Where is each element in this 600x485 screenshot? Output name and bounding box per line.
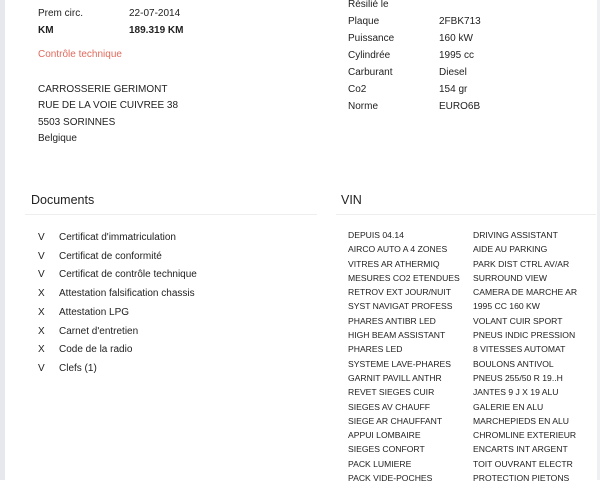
vin-option: AIDE AU PARKING — [473, 244, 548, 255]
info-row — [348, 99, 548, 115]
info-row — [348, 82, 548, 98]
vin-option: PHARES LED — [348, 344, 403, 355]
vin-option: REVET SIEGES CUIR — [348, 387, 435, 398]
vin-option: APPUI LOMBAIRE — [348, 430, 421, 441]
check-mark: V — [38, 250, 45, 262]
document-label: Certificat d'immatriculation — [59, 232, 176, 243]
document-label: Attestation falsification chassis — [59, 288, 195, 300]
vin-option: PNEUS 255/50 R 19..H — [473, 372, 563, 383]
info-value: 189.319 KM — [129, 25, 184, 36]
vin-option: HIGH BEAM ASSISTANT — [348, 330, 446, 341]
vin-option: MARCHEPIEDS EN ALU — [473, 415, 569, 426]
document-label: Attestation LPG — [59, 306, 130, 318]
vin-option: SYSTEME LAVE-PHARES — [348, 358, 451, 369]
info-label: Cylindrée — [348, 50, 391, 61]
document-label: Clefs (1) — [59, 362, 97, 374]
vin-option: DEPUIS 04.14 — [348, 230, 404, 240]
vin-option: VOLANT CUIR SPORT — [473, 315, 563, 326]
divider — [25, 214, 317, 215]
info-row — [348, 65, 548, 81]
cross-mark: X — [38, 288, 45, 300]
vin-option: PACK LUMIERE — [348, 458, 412, 469]
vin-option: PROTECTION PIETONS — [473, 473, 570, 484]
vin-option: RETROV EXT JOUR/NUIT — [348, 287, 451, 298]
vin-option: PNEUS INDIC PRESSION — [473, 330, 576, 341]
info-value: 22-07-2014 — [129, 8, 181, 19]
info-row — [348, 14, 548, 30]
address-line: CARROSSERIE GERIMONT — [38, 84, 168, 95]
info-row — [348, 48, 548, 64]
left-scroll-edge — [0, 0, 5, 480]
vin-option: 8 VITESSES AUTOMAT — [473, 344, 566, 355]
document-item — [38, 248, 162, 266]
info-label: Prem circ. — [38, 8, 83, 19]
vin-option: SIEGES AV CHAUFF — [348, 401, 430, 412]
vin-option: PACK VIDE-POCHES — [348, 473, 433, 484]
vin-option: CHROMLINE EXTERIEUR — [473, 430, 577, 441]
cross-mark: X — [38, 325, 45, 337]
address-line: 5503 SORINNES — [38, 116, 116, 128]
vin-option: SURROUND VIEW — [473, 272, 548, 283]
info-value: 1995 cc — [439, 50, 475, 61]
vin-option: AIRCO AUTO A 4 ZONES — [348, 244, 448, 255]
cross-mark: X — [38, 344, 45, 356]
document-label: Carnet d'entretien — [59, 325, 139, 337]
vin-option: CAMERA DE MARCHE AR — [473, 287, 578, 298]
address-line: RUE DE LA VOIE CUIVREE 38 — [38, 100, 179, 112]
info-label: KM — [38, 25, 54, 36]
vin-option: VITRES AR ATHERMIQ — [348, 258, 440, 269]
info-value: Diesel — [439, 67, 467, 78]
info-value: EURO6B — [439, 101, 481, 112]
vin-option: TOIT OUVRANT ELECTR — [473, 458, 573, 469]
vin-option: JANTES 9 J X 19 ALU — [473, 387, 559, 398]
document-label: Certificat de contrôle technique — [59, 269, 197, 281]
document-label: Code de la radio — [59, 344, 133, 356]
check-mark: V — [38, 362, 45, 374]
info-row — [38, 6, 238, 22]
address-line: Belgique — [38, 132, 77, 144]
vin-option: ENCARTS INT ARGENT — [473, 444, 568, 455]
info-label: Puissance — [348, 33, 395, 44]
vin-option: GARNIT PAVILL ANTHR — [348, 372, 442, 383]
vin-option: MESURES CO2 ETENDUES — [348, 272, 460, 283]
document-item — [38, 229, 176, 247]
cross-mark: X — [38, 306, 45, 318]
info-value: 2FBK713 — [439, 16, 481, 27]
documents-heading: Documents — [31, 193, 95, 207]
vin-option: GALERIE EN ALU — [473, 401, 544, 412]
vin-option: PARK DIST CTRL AV/AR — [473, 258, 570, 269]
divider — [336, 214, 596, 215]
info-label: Plaque — [348, 16, 380, 27]
document-item — [38, 285, 195, 303]
document-item — [38, 304, 129, 322]
vin-option: SYST NAVIGAT PROFESS — [348, 301, 453, 312]
info-row — [348, 31, 548, 47]
info-row — [348, 0, 548, 13]
info-value: 154 gr — [439, 84, 468, 95]
document-item — [38, 323, 138, 341]
info-label: Carburant — [348, 67, 393, 78]
info-label: Co2 — [348, 84, 367, 95]
address-block — [38, 82, 178, 147]
document-item — [38, 266, 197, 284]
vin-option: SIEGES CONFORT — [348, 444, 425, 455]
document-item — [38, 341, 132, 359]
check-mark: V — [38, 232, 45, 243]
check-mark: V — [38, 269, 45, 281]
document-label: Certificat de conformité — [59, 250, 162, 262]
document-item — [38, 360, 97, 378]
info-value: 160 kW — [439, 33, 473, 44]
info-row — [38, 23, 238, 39]
vin-options-col1 — [348, 228, 460, 485]
vin-option: BOULONS ANTIVOL — [473, 358, 554, 369]
vin-option: DRIVING ASSISTANT — [473, 230, 558, 240]
vin-heading: VIN — [341, 193, 362, 207]
vin-option: 1995 CC 160 KW — [473, 301, 540, 312]
vin-option: SIEGE AR CHAUFFANT — [348, 415, 443, 426]
info-label: Résilié le — [348, 0, 389, 10]
controle-technique-link[interactable]: Contrôle technique — [38, 49, 122, 60]
vin-option: PHARES ANTIBR LED — [348, 315, 436, 326]
vin-options-col2 — [473, 228, 577, 485]
info-label: Norme — [348, 101, 379, 112]
